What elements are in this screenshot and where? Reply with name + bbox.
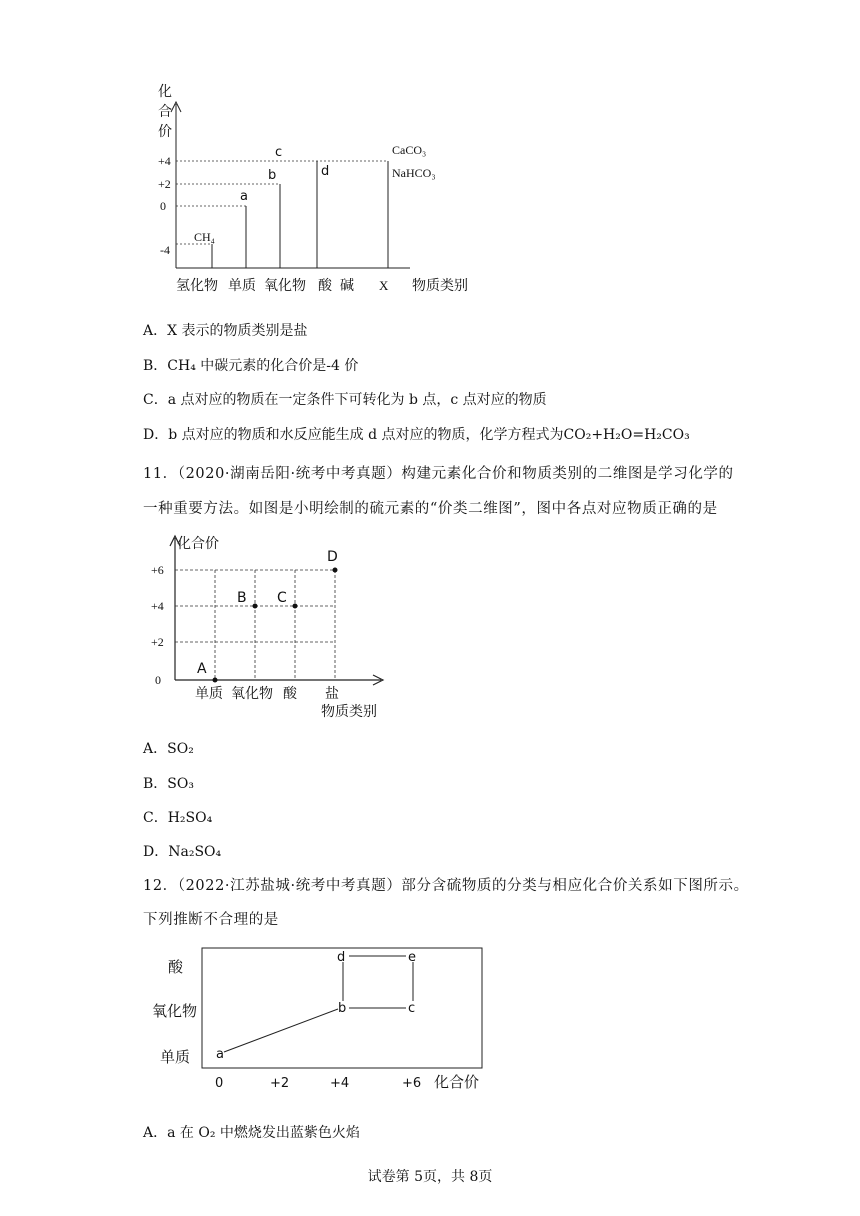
option-letter: A． [143,323,168,339]
option-letter: D． [143,844,169,860]
y-tick: 0 [160,199,166,213]
point-a: a [216,1047,224,1062]
x-category: 氧化物 [264,278,306,294]
y-category: 氧化物 [152,1002,198,1020]
q10-option-c[interactable] [143,389,547,409]
option-text: Na₂SO₄ [168,844,222,860]
y-tick: +2 [158,177,171,191]
point-a-dot [213,678,218,683]
point-ch4: CH₄ [194,230,215,244]
point-label-b: B [237,590,247,606]
x-tick: +2 [270,1076,290,1091]
sulfur-classification-chart [140,940,500,1100]
valence-chart-sulfur [145,530,405,722]
x-tick: +6 [402,1076,422,1091]
y-tick: 0 [155,673,161,687]
option-text: H₂SO₄ [167,810,213,826]
y-tick: +6 [151,563,164,577]
q11-option-c[interactable] [143,807,212,827]
page-footer: 试卷第 5页，共 8页 [367,1169,493,1185]
x-category: 盐 [325,686,339,702]
y-axis-label: 化合价 [177,536,219,552]
point-b: b [338,1001,347,1016]
option-text: b 点对应的物质和水反应能生成 d 点对应的物质，化学方程式为 [168,427,564,443]
q11-stem-line1: 11．（2020·湖南岳阳·统考中考真题）构建元素化合价和物质类别的二维图是学习化学的 [143,466,734,482]
point-c: c [408,1001,416,1016]
point-b: b [268,168,277,183]
x-tick: 0 [215,1076,224,1091]
y-category: 单质 [160,1048,191,1066]
x-category: 单质 [228,278,256,294]
y-tick: -4 [160,243,170,257]
x-tick: +4 [330,1076,350,1091]
y-category: 酸 [168,958,184,976]
x-category: 氢化物 [176,278,218,294]
q10-option-d[interactable] [143,424,690,444]
q11-option-d[interactable] [143,841,221,861]
point-d: d [321,164,330,179]
y-tick: +4 [158,154,171,168]
y-axis-label-3: 价 [158,124,172,140]
option-letter: B． [143,776,168,792]
point-label-c: C [277,590,287,606]
point-d: d [337,950,346,965]
option-letter: C． [143,810,168,826]
option-text: X 表示的物质类别是盐 [167,323,308,339]
point-d-dot [333,568,338,573]
point-a: a [240,189,248,204]
x-category: 酸 [283,686,297,702]
compound-caco3: CaCO₃ [392,143,427,157]
y-tick: +2 [151,635,164,649]
q10-option-b[interactable] [143,355,358,375]
point-label-a: A [197,661,207,677]
q11-option-a[interactable] [143,738,194,758]
x-axis-label: 化合价 [434,1073,480,1091]
q11-stem-line2: 一种重要方法。如图是小明绘制的硫元素的“价类二维图”，图中各点对应物质正确的是 [143,501,718,517]
q12-option-a[interactable] [143,1122,360,1142]
x-category: X [379,278,389,293]
x-category: 碱 [340,278,354,294]
chemical-equation: CO₂+H₂O=H₂CO₃ [563,427,690,443]
q11-option-b[interactable] [143,773,194,793]
valence-chart-carbon [150,78,470,298]
option-letter: D． [143,427,169,443]
point-e: e [408,950,416,965]
q12-stem-line1: 12．（2022·江苏盐城·统考中考真题）部分含硫物质的分类与相应化合价关系如下图所示。 [143,878,749,894]
option-text: CH₄ 中碳元素的化合价是-4 价 [167,358,359,374]
q12-stem-line2: 下列推断不合理的是 [143,912,279,928]
option-letter: A． [143,1125,168,1141]
y-axis-label-2: 合 [158,104,172,120]
x-category: 单质 [195,686,223,702]
option-text: a 在 O₂ 中燃烧发出蓝紫色火焰 [167,1125,360,1141]
point-c: c [275,145,283,160]
point-c-dot [293,604,298,609]
option-text: a 点对应的物质在一定条件下可转化为 b 点，c 点对应的物质 [167,392,547,408]
q10-option-a[interactable] [143,320,308,340]
option-text: SO₃ [167,776,194,792]
x-category: 氧化物 [231,686,273,702]
x-category: 酸 [318,278,332,294]
x-axis-label: 物质类别 [321,704,377,720]
y-tick: +4 [151,599,164,613]
point-label-d: D [327,549,338,565]
option-letter: A． [143,741,168,757]
x-category: 物质类别 [412,278,468,294]
compound-nahco3: NaHCO₃ [392,166,436,180]
option-text: SO₂ [167,741,194,757]
option-letter: B． [143,358,168,374]
point-b-dot [253,604,258,609]
option-letter: C． [143,392,168,408]
y-axis-label-1: 化 [158,84,172,100]
